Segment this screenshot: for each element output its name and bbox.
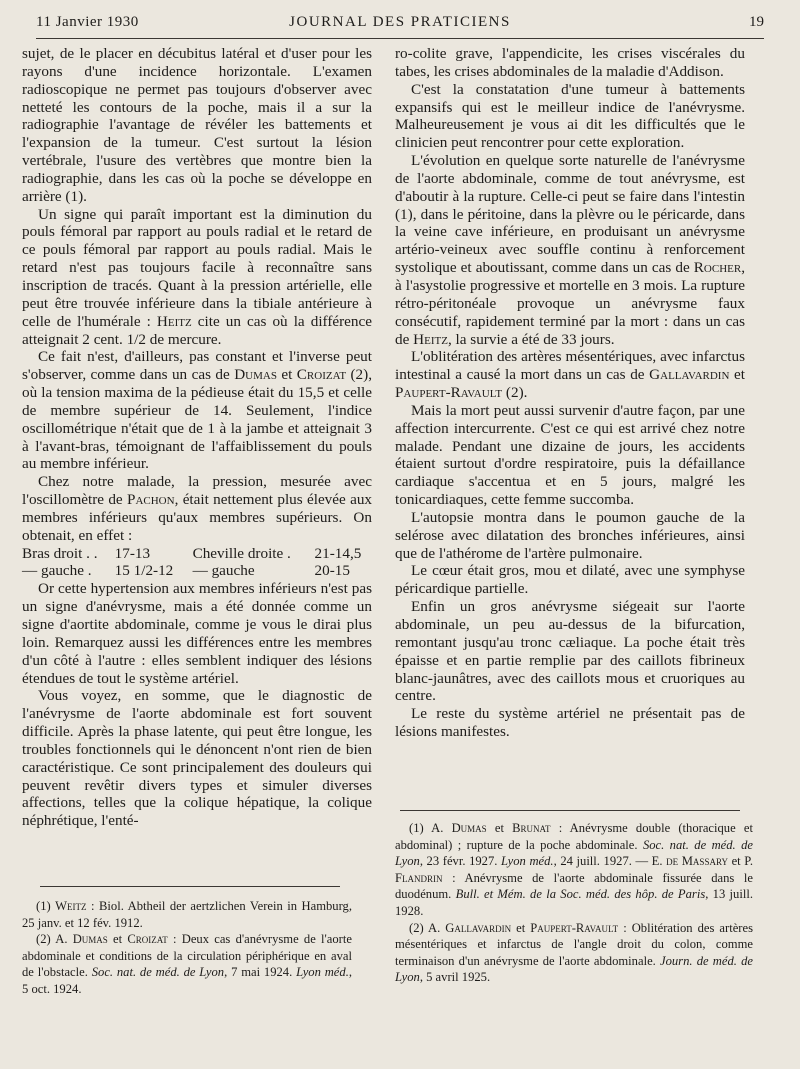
table-cell: 21-14,5: [314, 544, 362, 562]
table-cell: 17-13: [114, 544, 151, 562]
right-column: [395, 45, 745, 741]
paragraph: L'oblitération des artères mésentériques, avec infarctus intestinal a causé la mort dans un cas de Gallavardin et Paupert-Ravault (2).: [395, 348, 745, 402]
footnote-rule: [40, 886, 340, 887]
paragraph: L'évolution en quelque sorte naturelle de l'anévrysme de l'aorte abdominale, comme de tout anévrysme, est d'aboutir à la rupture. Celle-ci peut se faire dans l'intestin (1), dans le péritoine, dans la plèvre ou le péricarde, dans la veine cave inférieure, en produisant un anévrysme artério-veineux avec souffle continu à renforcement systolique et aboutissant, comme dans un cas de Rocher, à l'asystolie progressive et mortelle en 3 mois. La rupture rétro-péritonéale provoque un anévrysme faux consécutif, rapidement terminé par la mort : dans un cas de Heitz, la survie a été de 33 jours.: [395, 152, 745, 348]
page-number: 19: [749, 14, 764, 30]
footnotes-right: [395, 820, 753, 986]
paragraph: Chez notre malade, la pression, mesurée avec l'oscillomètre de Pachon, était nettement plus élevée aux membres inférieurs qu'aux membres supérieurs. On obtenait, en effet :: [22, 473, 373, 544]
paragraph: ro-colite grave, l'appendicite, les crises viscérales du tabes, les crises abdominales de la maladie d'Addison.: [395, 45, 745, 80]
table-row: [22, 545, 372, 563]
running-header: [36, 14, 764, 36]
table-cell: Bras droit . .: [22, 544, 98, 562]
table-cell: Cheville droite .: [192, 544, 291, 562]
issue-date: 11 Janvier 1930: [36, 14, 139, 30]
author-name: Paupert-Ravault: [395, 384, 503, 402]
author-name: Heitz: [156, 312, 192, 330]
table-cell: — gauche .: [22, 562, 92, 580]
paragraph: sujet, de le placer en décubitus latéral et d'user pour les rayons d'une incidence horizontale. L'examen radioscopique ne permet pas toujours d'observer avec netteté les contours de la poche, mais il a sur la radiographie l'avantage de révéler les battements et l'expansion de la tumeur. C'est surtout la lésion vertébrale, l'usure des vertèbres que montre bien la radiographie, dans les cas où la poche se développe en arrière (1).: [22, 45, 372, 205]
header-rule: [36, 38, 764, 39]
paragraph: Un signe qui paraît important est la diminution du pouls fémoral par rapport au pouls radial et le retard de ce pouls fémoral par rapport au pouls radial. Mais le retard n'est pas toujours facile à reconnaître sans inscription de tracés. Quant à la pression artérielle, elle peut être trouvée inférieure dans la tibiale antérieure à celle de l'humérale : Heitz cite un cas où la différence atteignait 2 cent. 1/2 de mercure.: [22, 205, 372, 348]
author-name: Croizat: [296, 366, 347, 384]
paragraph: Enfin un gros anévrysme siégeait sur l'aorte abdominale, un peu au-dessus de la bifurcation, remontant jusqu'au tronc cæliaque. La poche était très épaisse et en partie remplie par des caillots fibrineux blanc-jaunâtres, avec des caillots mous et cruoriques au centre.: [395, 598, 745, 705]
author-name: Pachon: [127, 491, 175, 509]
table-row: [22, 562, 372, 580]
footnote: (2) A. Dumas et Croizat : Deux cas d'anévrysme de l'aorte abdominale et conditions de la circulation périphérique en aval de l'obstacle. Soc. nat. de méd. de Lyon, 7 mai 1924. Lyon méd., 5 oct. 1924.: [22, 932, 352, 996]
footnote: (1) A. Dumas et Brunat : Anévrysme double (thoracique et abdominal) ; rupture de la poche abdominale. Soc. nat. de méd. de Lyon, 23 févr. 1927. Lyon méd., 24 juill. 1927. — E. de Massary et P. Flandrin : Anévrysme de l'aorte abdominale fissurée dans le duodénum. Bull. et Mém. de la Soc. méd. des hôp. de Paris, 13 juill. 1928.: [395, 821, 754, 918]
paragraph: Le reste du système artériel ne présentait pas de lésions manifestes.: [395, 705, 745, 741]
author-name: Heitz: [413, 330, 448, 348]
table-cell: — gauche: [192, 562, 255, 580]
paragraph: Mais la mort peut aussi survenir d'autre façon, par une affection intercurrente. C'est ce qui est arrivé chez notre malade. Pendant une dizaine de jours, les accidents étaient surtout d'ordre respiratoire, puis la défaillance cardiaque s'accentua et en 5 jours, malgré les tonicardiaques, cette femme succomba.: [395, 401, 745, 509]
author-name: Gallavardin: [649, 366, 730, 384]
table-cell: 20-15: [314, 562, 350, 580]
author-name: Dumas: [234, 366, 277, 384]
left-column: [22, 45, 372, 830]
journal-title: JOURNAL DES PRATICIENS: [289, 14, 511, 30]
paragraph: C'est la constatation d'une tumeur à battements expansifs qui est le meilleur indice de l'anévrysme. Malheureusement je vous ai dit les difficultés que le clinicien peut rencontrer pour cette exploration.: [395, 80, 745, 152]
pressure-table: [22, 545, 372, 581]
footnote-rule: [400, 810, 740, 811]
paragraph: Or cette hypertension aux membres inférieurs n'est pas un signe d'anévrysme, mais a été donnée comme un signe d'aortite abdominale, comme je vous le dirai plus loin. Remarquez aussi les différences entre les membres d'un côté à l'autre : elles semblent indiquer des lésions étendues de tout le système artériel.: [22, 580, 372, 687]
paragraph: Vous voyez, en somme, que le diagnostic de l'anévrysme de l'aorte abdominale est fort souvent difficile. Après la phase latente, qui peut être longue, les troubles fonctionnels qui le dénoncent n'ont rien de bien caractéristique. Ce sont principalement des douleurs qui peuvent revêtir divers types et simuler diverses affections, telles que la colique hépatique, la colique néphrétique, l'enté-: [22, 687, 372, 830]
footnotes-left: [22, 898, 352, 998]
table-cell: 15 1/2-12: [114, 562, 174, 580]
footnote: (1) Weitz : Biol. Abtheil der aertzlichen Verein in Hamburg, 25 janv. et 12 fév. 1912.: [22, 899, 353, 930]
paragraph: Le cœur était gros, mou et dilaté, avec une symphyse péricardique partielle.: [395, 562, 745, 598]
paragraph: L'autopsie montra dans le poumon gauche de la selérose avec dilatation des bronches inférieures, ainsi que de l'athérome de l'artère pulmonaire.: [395, 508, 745, 562]
author-name: Rocher: [693, 259, 742, 277]
footnote: (2) A. Gallavardin et Paupert-Ravault : Oblitération des artères mésentériques et infarctus de l'angle droit du colon, comme terminaison d'un anévrysme de l'aorte abdominale. Journ. de méd. de Lyon, 5 avril 1925.: [395, 920, 753, 985]
paragraph: Ce fait n'est, d'ailleurs, pas constant et l'inverse peut s'observer, comme dans un cas de Dumas et Croizat (2), où la tension maxima de la pédieuse était du 15,5 et celle de membre supérieur de 14. Seulement, l'indice oscillométrique n'était que de 1 à la jambe et atteignait 3 à l'avant-bras, témoignant de l'affaiblissement du pouls au membre inférieur.: [22, 348, 372, 473]
